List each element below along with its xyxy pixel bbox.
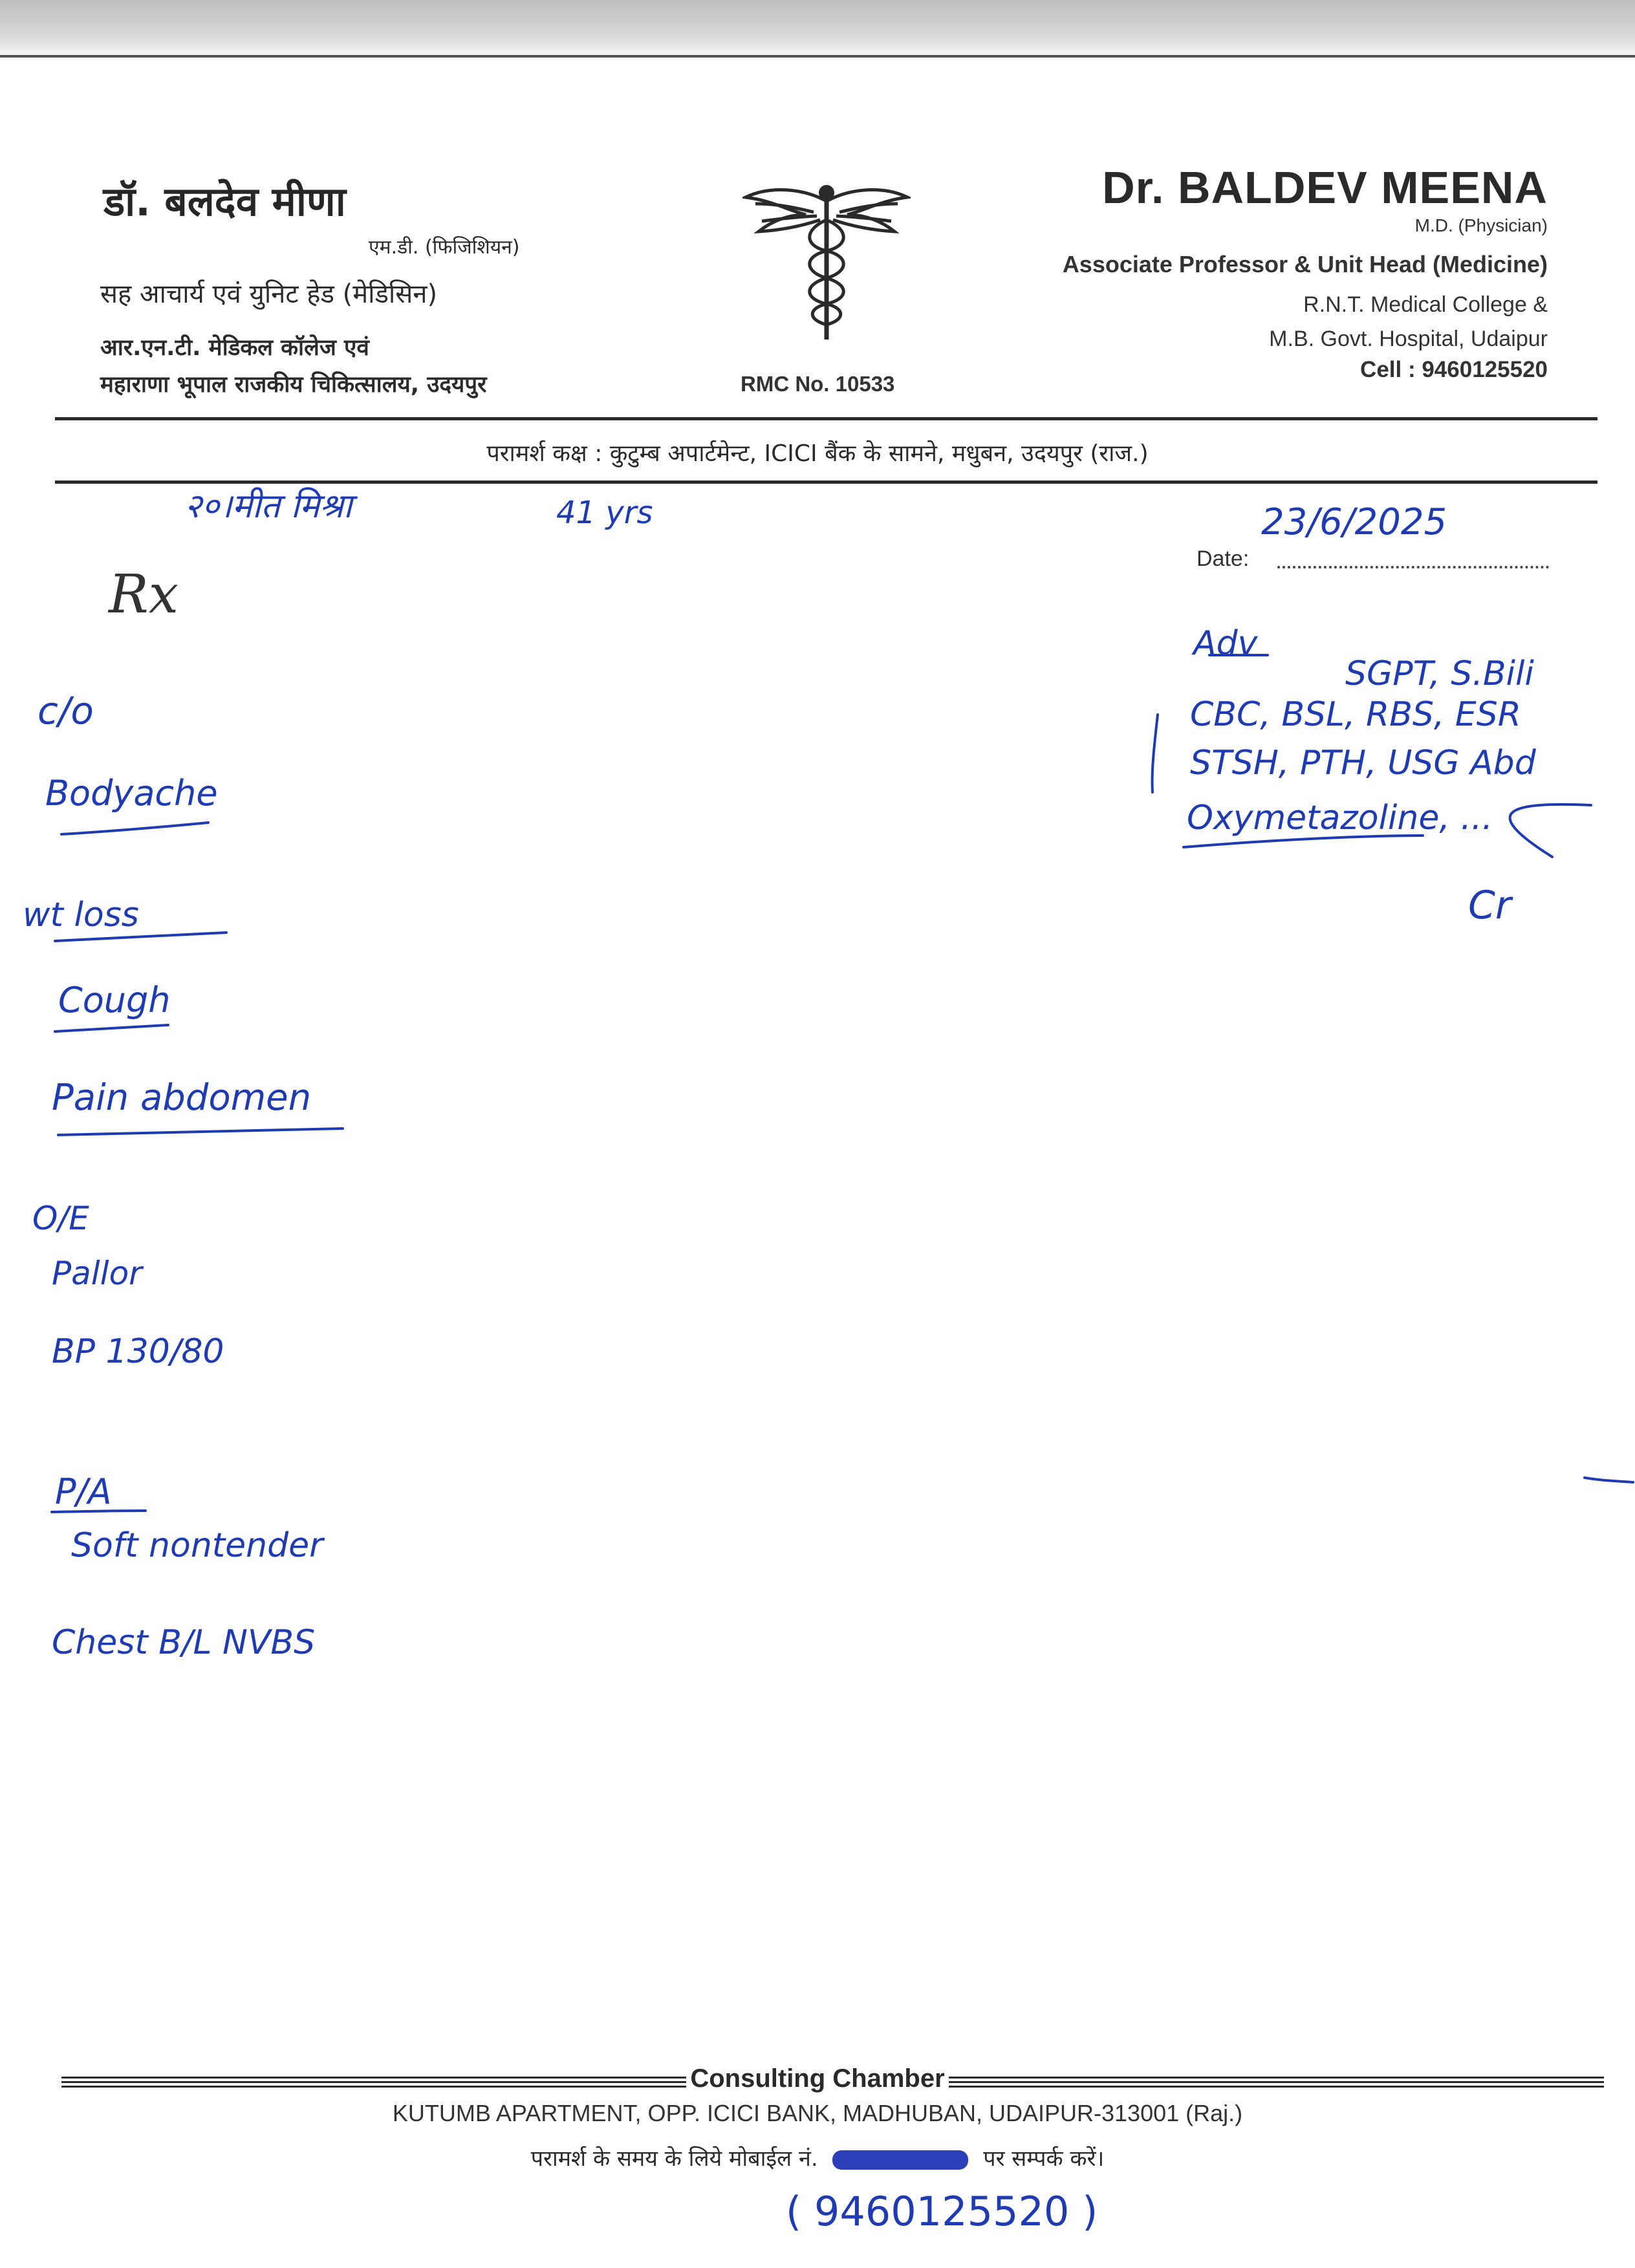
note-complaint: c/o — [38, 689, 94, 733]
footer-contact-hindi — [0, 2143, 1635, 2172]
doctor-name-english: Dr. BALDEV MEENA — [1102, 162, 1548, 213]
note-wt-loss: wt loss — [23, 896, 139, 934]
designation-hindi: सह आचार्य एवं युनिट हेड (मेडिसिन) — [100, 279, 438, 309]
note-cough: Cough — [58, 980, 171, 1021]
advice-line-4: Oxymetazoline, ... — [1187, 799, 1493, 837]
advice-line-1: SGPT, S.Bili — [1345, 654, 1534, 693]
rmc-number: RMC No. 10533 — [741, 372, 895, 396]
advice-line-5: Cr — [1468, 883, 1511, 928]
footer-title: Consulting Chamber — [0, 2064, 1635, 2093]
handwritten-date: 23/6/2025 — [1261, 501, 1447, 543]
advice-heading: Adv — [1193, 624, 1258, 663]
designation-english: Associate Professor & Unit Head (Medicine) — [1062, 251, 1548, 277]
note-soft-nontender: Soft nontender — [71, 1526, 323, 1565]
degree-english: M.D. (Physician) — [1414, 215, 1548, 235]
advice-line-2: CBC, BSL, RBS, ESR — [1190, 695, 1521, 734]
note-bodyache: Bodyache — [45, 773, 218, 814]
note-pallor: Pallor — [52, 1255, 142, 1292]
doctor-name-hindi: डॉ. बलदेव मीणा — [103, 178, 346, 225]
note-bp: BP 130/80 — [52, 1332, 224, 1371]
note-on-examination: O/E — [32, 1200, 89, 1237]
hospital-english: M.B. Govt. Hospital, Udaipur — [1269, 327, 1548, 351]
contact-before: परामर्श के समय के लिये मोबाईल नं. — [530, 2146, 818, 2172]
contact-after: पर सम्पर्क करें। — [983, 2146, 1105, 2172]
consulting-room-hindi: परामर्श कक्ष : कुटुम्ब अपार्टमेन्ट, ICICI बैंक के सामने, मधुबन, उदयपुर (राज.) — [486, 440, 1149, 467]
rx-symbol: Rx — [109, 564, 179, 625]
hospital-hindi: महाराणा भूपाल राजकीय चिकित्सालय, उदयपुर — [100, 372, 487, 398]
struck-out-number — [832, 2150, 968, 2170]
date-label: Date: — [1196, 546, 1250, 571]
note-per-abdomen: P/A — [55, 1471, 112, 1512]
advice-line-3: STSH, PTH, USG Abd — [1190, 744, 1536, 783]
college-hindi: आर.एन.टी. मेडिकल कॉलेज एवं — [100, 335, 369, 361]
handwritten-phone: ( 9460125520 ) — [786, 2188, 1098, 2235]
note-pain-abdomen: Pain abdomen — [52, 1077, 312, 1119]
college-english: R.N.T. Medical College & — [1303, 292, 1548, 317]
handwritten-patient-name: २०।मीत मिश्रा — [184, 487, 352, 526]
handwritten-age: 41 yrs — [556, 495, 653, 531]
cell-number: Cell : 9460125520 — [1360, 357, 1548, 382]
degree-hindi: एम.डी. (फिजिशियन) — [369, 236, 520, 259]
footer-address: KUTUMB APARTMENT, OPP. ICICI BANK, MADHUBAN, UDAIPUR-313001 (Raj.) — [392, 2100, 1243, 2126]
note-chest: Chest B/L NVBS — [52, 1623, 316, 1662]
